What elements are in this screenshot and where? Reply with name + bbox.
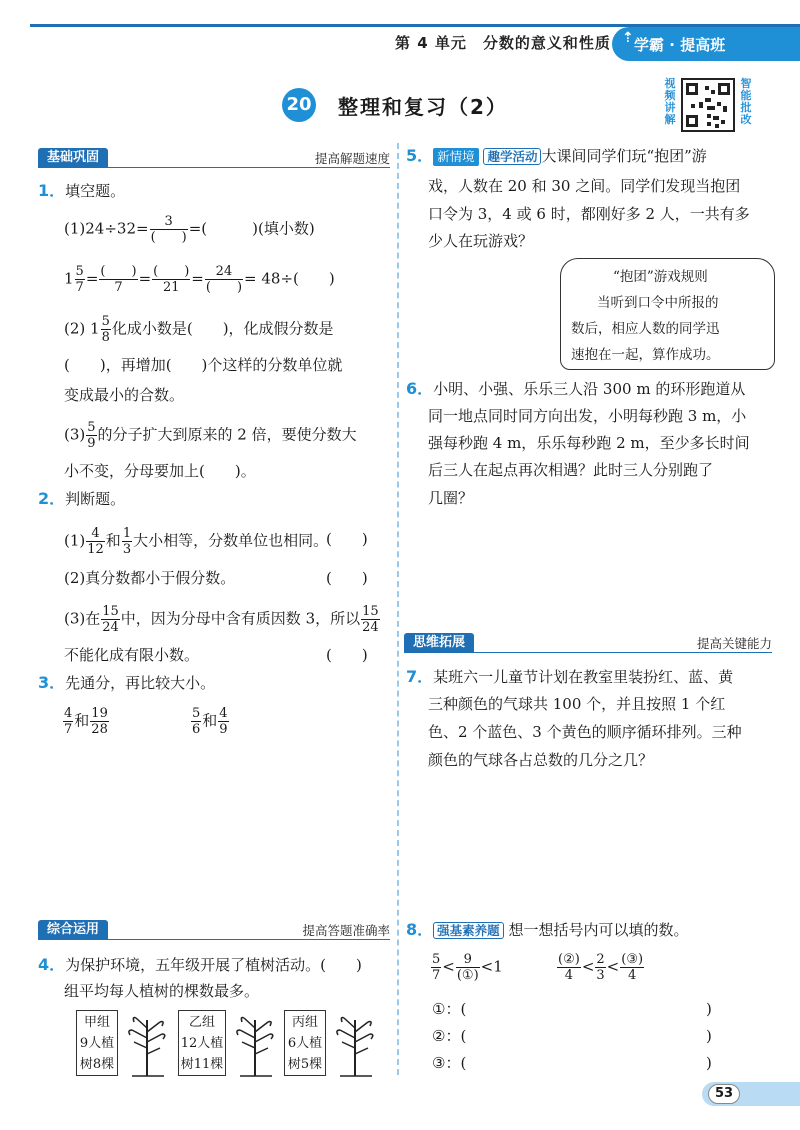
rules-line: 数后，相应人数的同学迅 (571, 321, 720, 337)
q3-pair-b: $\frac{5}{6}$ 和 $\frac{4}{9}$ (192, 706, 228, 737)
q4-line2: 组平均每人植树的棵数最多。 (64, 982, 260, 1000)
q2-item2-answer[interactable]: ( ) (326, 569, 368, 587)
q6-line5: 几圈？ (428, 489, 474, 507)
page-title: 整理和复习（2） (338, 95, 508, 119)
q6-line3: 强每秒跑 4 m，乐乐每秒跑 2 m，至少多长时间 (428, 434, 750, 452)
page-number-tab (702, 1082, 800, 1106)
q8-answer-2-label: ②：( (432, 1027, 467, 1045)
qr-code-icon[interactable] (681, 78, 735, 132)
brand-banner: ⇡ 学霸 · 提高班 (612, 27, 800, 61)
page-number: 53 (708, 1084, 740, 1104)
section-basic-subtitle: 提高解题速度 (314, 151, 390, 166)
q1-part1: (1)24÷32= $\frac{3}{( )}$ =( )(填小数) (64, 214, 315, 245)
section-apply-subtitle: 提高答题准确率 (302, 923, 390, 938)
q1-part2-line2: ( )，再增加( )个这样的分数单位就 (64, 356, 343, 374)
q8-title: 8． 强基素养题 想一想括号内可以填的数。 (406, 920, 689, 939)
tree-icon (330, 1010, 380, 1078)
q2-item3-line2: 不能化成有限小数。 (64, 646, 200, 664)
q5-line4: 少人在玩游戏？ (428, 232, 534, 250)
section-think-tag: 思维拓展 (404, 633, 474, 652)
section-apply-header (38, 920, 390, 940)
q8-answer-1-label: ①：( (432, 1000, 467, 1018)
q8-inequality-2: $\frac{\text{(②)}}{4}$ < $\frac{2}{3}$ < $\frac{\text{(③)}}{4}$ (558, 952, 644, 983)
section-think-header (404, 633, 772, 653)
q2-item3: (3)在 $\frac{15}{24}$ 中，因为分母中含有质因数 3，所以 $\frac{15}{24}$ (64, 604, 379, 635)
q8-answer-2-close[interactable]: ) (706, 1027, 712, 1045)
q6-line1: 6．小明、小强、乐乐三人沿 300 m 的环形跑道从 (406, 379, 746, 398)
game-rules-box (560, 258, 775, 370)
q1-part2: (2) 1 $\frac{5}{8}$ 化成小数是( )，化成假分数是 (64, 314, 334, 345)
rules-line: 当听到口令中所报的 (597, 295, 719, 311)
qr-right-label: 智 能 批 改 (740, 77, 752, 126)
q5-line3: 口令为 3，4 或 6 时，都刚好多 2 人，一共有多 (428, 205, 750, 223)
page-header (0, 0, 800, 62)
column-divider (397, 143, 399, 1075)
section-basic-tag: 基础巩固 (38, 148, 108, 167)
q2-title: 2．判断题。 (38, 489, 126, 508)
q8-answer-3-label: ③：( (432, 1054, 467, 1072)
q3-title: 3．先通分，再比较大小。 (38, 673, 216, 692)
fraction: $\frac{3}{( )}$ (150, 214, 187, 245)
rules-title: “抱团”游戏规则 (613, 269, 708, 285)
q2-item2: (2)真分数都小于假分数。 (64, 569, 236, 587)
section-apply-tag: 综合运用 (38, 920, 108, 939)
section-basic-header (38, 148, 390, 168)
q4-line1: 4．为保护环境，五年级开展了植树活动。( ) (38, 955, 362, 974)
q2-item1-answer[interactable]: ( ) (326, 530, 368, 548)
q7-line2: 三种颜色的气球共 100 个，并且按照 1 个红 (428, 695, 726, 713)
q8-answer-1-close[interactable]: ) (706, 1000, 712, 1018)
q2-item1: (1) $\frac{4}{12}$ 和 $\frac{1}{3}$ 大小相等，分数单位也相同。 (64, 526, 329, 557)
q5-line1: 5． 新情境 趣学活动 大课间同学们玩“抱团”游 (406, 146, 707, 165)
q1-part3-line2: 小不变，分母要加上( )。 (64, 462, 256, 480)
q1-part1-row2: 1 $\frac{5}{7}$ = $\frac{( )}{7}$ = $\frac{( )}{21}$ = $\frac{24}{( )}$ = 48÷( ) (64, 264, 335, 295)
rules-line: 速抱在一起，算作成功。 (571, 347, 720, 363)
tag-fun-activity: 趣学活动 (483, 148, 541, 165)
q1-part3: (3) $\frac{5}{9}$ 的分子扩大到原来的 2 倍，要使分数大 (64, 420, 357, 451)
group-card-jia: 甲组 9人植 树8棵 (76, 1010, 118, 1076)
q3-pair-a: $\frac{4}{7}$ 和 $\frac{19}{28}$ (64, 706, 108, 737)
tree-icon (230, 1010, 280, 1078)
q7-line3: 色、2 个蓝色、3 个黄色的顺序循环排列。三种 (428, 723, 742, 741)
tag-new-context: 新情境 (433, 148, 479, 166)
qr-left-label: 视 频 讲 解 (664, 77, 676, 126)
group-card-yi: 乙组 12人植 树11棵 (178, 1010, 226, 1076)
q6-line2: 同一地点同时同方向出发，小明每秒跑 3 m，小 (428, 407, 747, 425)
section-think-subtitle: 提高关键能力 (696, 636, 772, 651)
q8-answer-3-close[interactable]: ) (706, 1054, 712, 1072)
q1-part2-line3: 变成最小的合数。 (64, 386, 185, 404)
q8-inequality-1: $\frac{5}{7}$ < $\frac{9}{\text{(①)}}$ <1 (432, 952, 503, 983)
q7-line1: 7．某班六一儿童节计划在教室里装扮红、蓝、黄 (406, 667, 734, 686)
q2-item3-answer[interactable]: ( ) (326, 646, 368, 664)
tag-core-literacy: 强基素养题 (433, 922, 504, 939)
q5-line2: 戏，人数在 20 和 30 之间。同学们发现当抱团 (428, 177, 741, 195)
qr-code-block (663, 78, 755, 133)
unit-label: 第 4 单元 分数的意义和性质 (395, 34, 611, 52)
lesson-number-badge: 20 (282, 88, 316, 122)
group-card-bing: 丙组 6人植 树5棵 (284, 1010, 326, 1076)
arrow-up-icon: ⇡ (622, 30, 634, 46)
q7-line4: 颜色的气球各占总数的几分之几？ (428, 751, 654, 769)
tree-icon (122, 1010, 172, 1078)
q1-title: 1．填空题。 (38, 181, 126, 200)
q6-line4: 后三人在起点再次相遇？此时三人分别跑了 (428, 461, 714, 479)
